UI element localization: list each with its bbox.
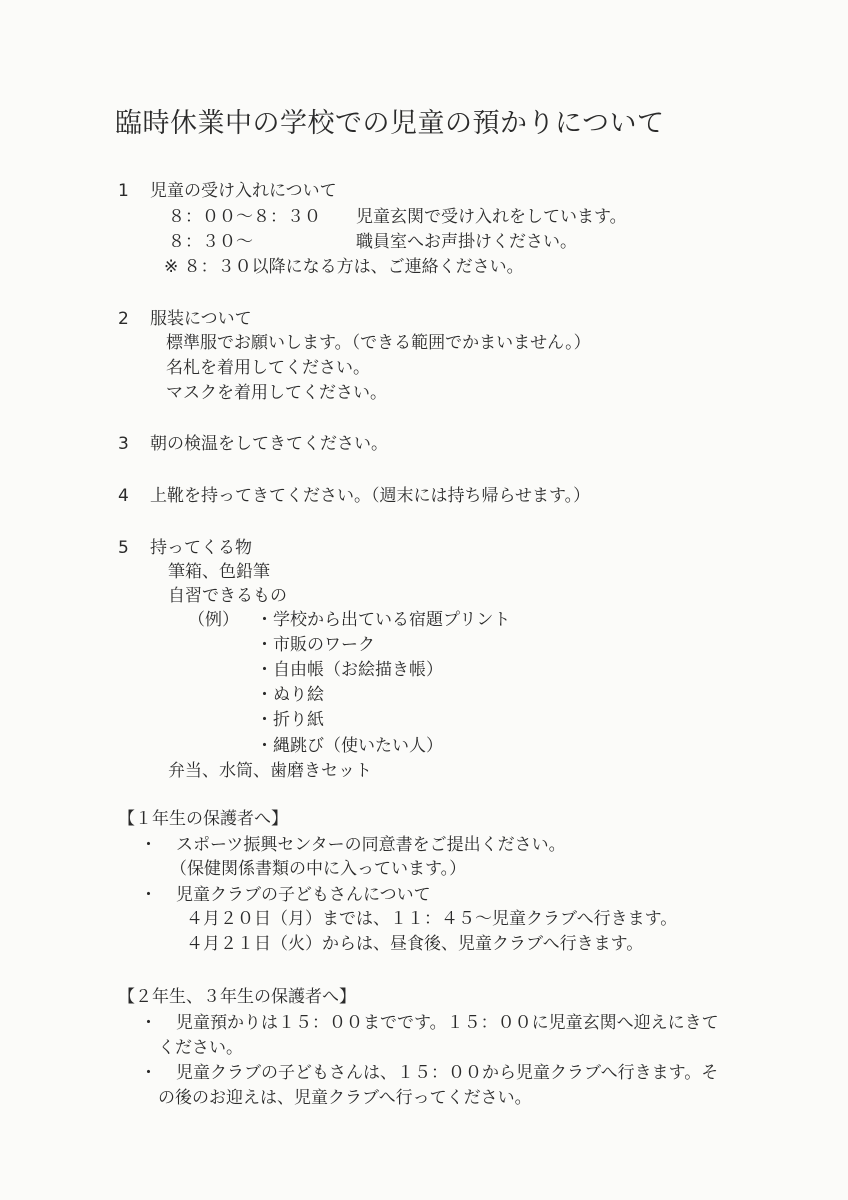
bring-item-2: 自習できるもの — [168, 586, 287, 606]
grade1-bullet-2-line-2: ４月２０日（月）までは、１１：４５～児童クラブへ行きます。 — [186, 909, 678, 929]
bullet-icon: ・ — [140, 1013, 157, 1033]
section-2-heading: 服装について — [150, 309, 252, 329]
grade1-bullet-2-line-3: ４月２１日（火）からは、昼食後、児童クラブへ行きます。 — [186, 934, 644, 954]
bring-item-3: 弁当、水筒、歯磨きセット — [168, 761, 372, 781]
reception-time-1: ８：００～８：３０ — [168, 207, 321, 227]
reception-text-1: 児童玄関で受け入れをしています。 — [356, 207, 627, 227]
grade2-3-bullet-2-line-1: 児童クラブの子どもさんは、１５：００から児童クラブへ行きます。そ — [176, 1063, 719, 1083]
section-1-heading: 児童の受け入れについて — [150, 181, 337, 201]
bullet-icon: ・ — [140, 885, 157, 905]
reception-text-2: 職員室へお声掛けください。 — [356, 232, 577, 252]
example-label: （例） — [188, 610, 239, 630]
section-3-text: 朝の検温をしてきてください。 — [150, 434, 388, 454]
example-item: ・市販のワーク — [256, 635, 375, 655]
bullet-icon: ・ — [140, 835, 157, 855]
section-5-number: 5 — [118, 538, 129, 558]
grade1-bullet-1-line-1: スポーツ振興センターの同意書をご提出ください。 — [176, 835, 566, 855]
section-1-number: 1 — [118, 181, 129, 201]
section-5-heading: 持ってくる物 — [150, 538, 252, 558]
grade1-bullet-1-line-2: （保健関係書類の中に入っています。） — [170, 859, 467, 879]
section-4-text: 上靴を持ってきてください。（週末には持ち帰らせます。） — [150, 486, 591, 506]
example-item: ・折り紙 — [256, 710, 324, 730]
grade2-3-bullet-1-line-1: 児童預かりは１５：００までです。１５：００に児童玄関へ迎えにきて — [176, 1013, 719, 1033]
example-item: ・自由帳（お絵描き帳） — [256, 660, 443, 680]
grade1-heading: 【１年生の保護者へ】 — [118, 809, 288, 829]
reception-note: ※ ８：３０以降になる方は、ご連絡ください。 — [164, 257, 524, 277]
clothing-line-3: マスクを着用してください。 — [166, 383, 387, 403]
grade2-3-bullet-1-line-2: ください。 — [158, 1038, 243, 1058]
bring-item-1: 筆箱、色鉛筆 — [168, 562, 270, 582]
example-item: ・学校から出ている宿題プリント — [256, 610, 511, 630]
clothing-line-2: 名札を着用してください。 — [166, 358, 370, 378]
example-item: ・ぬり絵 — [256, 685, 324, 705]
grade1-bullet-2-line-1: 児童クラブの子どもさんについて — [176, 885, 431, 905]
reception-time-2: ８：３０～ — [168, 232, 253, 252]
example-item: ・縄跳び（使いたい人） — [256, 736, 443, 756]
grade2-3-bullet-2-line-2: の後のお迎えは、児童クラブへ行ってください。 — [158, 1088, 532, 1108]
bullet-icon: ・ — [140, 1063, 157, 1083]
document-title: 臨時休業中の学校での児童の預かりについて — [115, 108, 665, 139]
section-3-number: 3 — [118, 434, 129, 454]
grade2-3-heading: 【２年生、３年生の保護者へ】 — [118, 987, 356, 1007]
section-4-number: 4 — [118, 486, 129, 506]
clothing-line-1: 標準服でお願いします。（できる範囲でかまいません。） — [166, 333, 591, 353]
section-2-number: 2 — [118, 309, 129, 329]
